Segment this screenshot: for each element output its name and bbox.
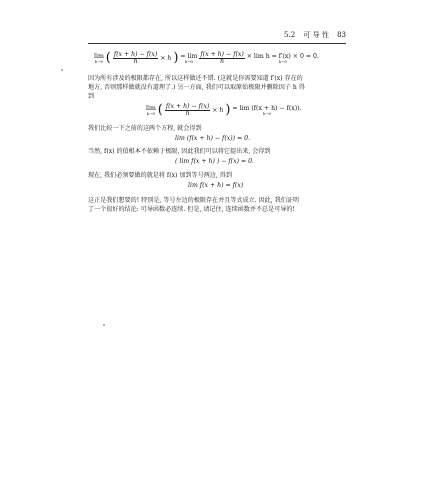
paragraph-5: 这正是我们想要的! 特别是, 等号左边的极限存在并且等式成立. 因此, 我们证明 了一个很好的结论: 可导函数必连续. 但是, 请记住, 连续函数并不总是可导的! xyxy=(88,197,300,213)
difference-quotient: $\frac{f(x + h) - f(x)}{h}$ xyxy=(113,51,158,65)
scan-speck xyxy=(61,69,63,71)
paragraph-1: 因为所有涉及的极限都存在, 所以这样做还不错. (这就是你需要知道 f′(x) 存在的 地方, 否则那样做就没有道理了.) 另一方面, 我们可以取原始极限并删除因子 h 得 到 xyxy=(88,75,305,100)
scan-speck xyxy=(103,324,105,326)
running-header xyxy=(88,30,346,42)
limit-operator: lim h→0 xyxy=(94,52,104,64)
paragraph-4: 现在, 我们必须要做的就是将 f(x) 加到等号两边, 得到 xyxy=(88,172,232,179)
header-rule xyxy=(88,43,346,44)
limit-operator: = lim (f(x + h) − f(x)). h→0 xyxy=(232,104,302,116)
equation-1: lim h→0 ( $\frac{f(x + h) - f(x)}{h}$ × h ) = lim h→0 $\frac{f(x + h) - f(x)}{h}$ × lim h = f′(x) × 0 = 0. h→0 xyxy=(94,50,319,66)
limit-operator: = lim h→0 xyxy=(180,52,198,64)
header-section-number: 5.2 xyxy=(284,31,296,39)
equation-4: ( lim f(x + h) ) − f(x) = 0. xyxy=(175,158,255,165)
equation-3: lim (f(x + h) − f(x)) = 0. xyxy=(175,135,251,142)
paragraph-3: 当然, f(x) 的值根本不依赖于极限, 因此我们可以将它提出来, 会得到 xyxy=(88,148,271,155)
paragraph-2: 我们比较一下之前的这两个方程, 就会得到 xyxy=(88,125,202,132)
limit-operator: × lim h = f′(x) × 0 = 0. h→0 xyxy=(246,52,319,64)
header-title: 可 导 性 xyxy=(303,31,329,39)
equation-2: lim h→0 ( $\frac{f(x + h) - f(x)}{h}$ × h ) = lim (f(x + h) − f(x)). h→0 xyxy=(146,102,302,118)
difference-quotient: $\frac{f(x + h) - f(x)}{h}$ xyxy=(200,51,244,65)
limit-operator: lim h→0 xyxy=(146,104,156,116)
page-number: 83 xyxy=(337,31,346,39)
difference-quotient: $\frac{f(x + h) - f(x)}{h}$ xyxy=(165,103,210,117)
equation-5: lim f(x + h) = f(x) xyxy=(188,182,244,189)
